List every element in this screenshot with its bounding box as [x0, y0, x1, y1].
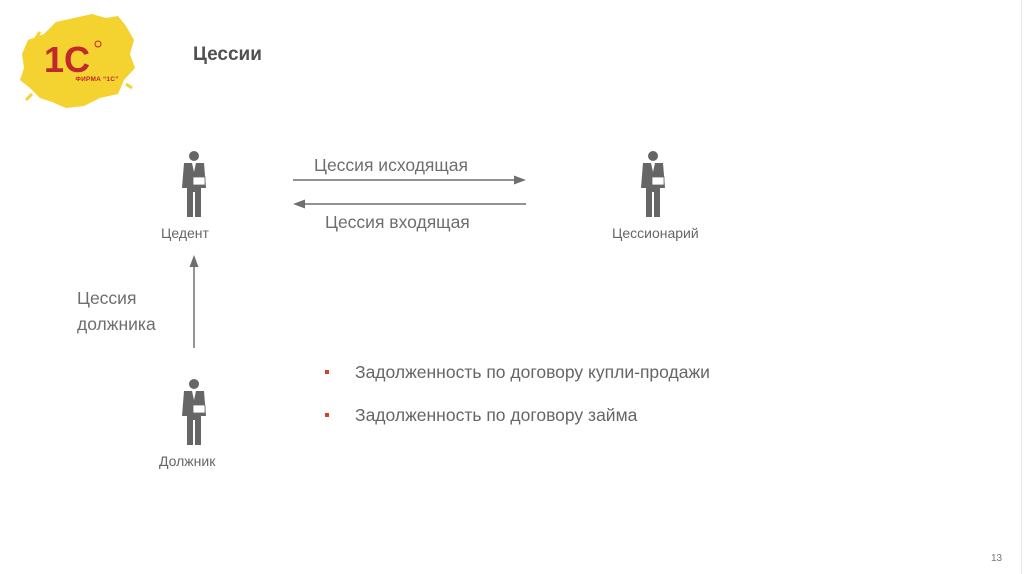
- bullet-marker-icon: [325, 413, 329, 417]
- logo-1c: [14, 10, 136, 112]
- bullet-text: Задолженность по договору займа: [355, 405, 638, 425]
- edge-label-debtor-line1: Цессия: [77, 288, 137, 308]
- arrow-incoming: [293, 200, 526, 209]
- logo-mark: 1С: [44, 39, 91, 80]
- person-cedent-icon: [179, 150, 209, 218]
- bullet-text: Задолженность по договору купли-продажи: [355, 362, 710, 382]
- logo-text: ФИРМА “1С”: [75, 76, 119, 83]
- bullet-list: [322, 360, 710, 446]
- person-debtor-icon: [179, 378, 209, 446]
- logo-badge-icon: [14, 10, 136, 112]
- bullet-item: [322, 403, 710, 446]
- node-label-cessionary: Цессионарий: [612, 225, 699, 241]
- edge-label-debtor-line2: должника: [77, 314, 156, 334]
- arrow-debtor: [190, 255, 199, 348]
- edge-label-outgoing: Цессия исходящая: [314, 155, 469, 175]
- arrow-outgoing: [293, 176, 526, 185]
- edge-label-incoming: Цессия входящая: [325, 212, 470, 232]
- slide-edge-divider: [1021, 0, 1022, 574]
- bullet-marker-icon: [325, 370, 329, 374]
- person-cessionary-icon: [638, 150, 668, 218]
- node-label-debtor: Должник: [159, 453, 216, 469]
- bullet-item: [322, 360, 710, 403]
- node-label-cedent: Цедент: [161, 225, 209, 241]
- page-number: 13: [991, 553, 1003, 564]
- page-title: Цессии: [193, 44, 262, 65]
